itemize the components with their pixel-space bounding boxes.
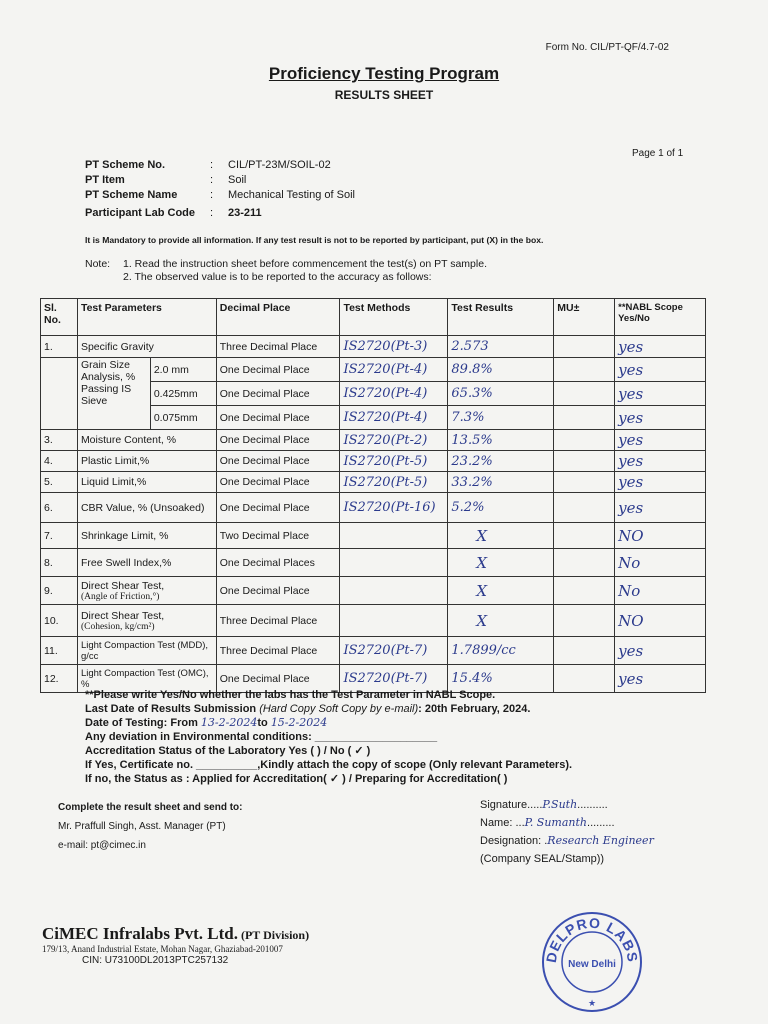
cell-mu — [554, 382, 615, 406]
cell-nabl: yes — [615, 637, 706, 665]
cell-sl: 11. — [41, 637, 78, 665]
cell-mu — [554, 406, 615, 430]
send-to-block — [58, 798, 242, 855]
company-address: 179/13, Anand Industrial Estate, Mohan Nagar, Ghaziabad-201007 — [42, 944, 283, 954]
table-header-row — [41, 299, 706, 336]
header-methods: Test Methods — [340, 299, 448, 336]
cell-result: 2.573 — [448, 336, 554, 358]
cell-nabl: yes — [615, 472, 706, 493]
table-row — [41, 605, 706, 637]
cell-sl: 3. — [41, 430, 78, 451]
param-unit: (Cohesion, kg/cm²) — [80, 621, 155, 632]
cell-mu — [554, 493, 615, 523]
param-line: Direct Shear Test, — [80, 579, 165, 592]
cell-method: IS2720(Pt-7) — [340, 637, 448, 665]
footer-block — [85, 688, 572, 786]
cell-method: IS2720(Pt-3) — [340, 336, 448, 358]
cell-result: 1.7899/cc — [448, 637, 554, 665]
header-results: Test Results — [448, 299, 554, 336]
cell-method: IS2720(Pt-16) — [340, 493, 448, 523]
stamp-outer-text: DELPRO LABS — [542, 914, 642, 964]
cell-param: Liquid Limit,% — [77, 472, 216, 493]
meta-row: PT Scheme Name : Mechanical Testing of Soil — [85, 189, 355, 201]
mandatory-notice: It is Mandatory to provide all information. If any test result is not to be reported by participant, put (X) in the box. — [85, 235, 544, 245]
company-cin: CIN: U73100DL2013PTC257132 — [82, 955, 229, 966]
meta-value: Soil — [228, 174, 247, 186]
cell-result: 5.2% — [448, 493, 554, 523]
cell-param: Light Compaction Test (MDD), g/cc — [77, 637, 216, 665]
page-number: Page 1 of 1 — [632, 148, 684, 159]
cell-nabl: yes — [615, 665, 706, 693]
cell-decimal: One Decimal Place — [216, 406, 340, 430]
signature-line: Signature.....P.Suth.......... — [480, 798, 608, 811]
cell-nabl: yes — [615, 406, 706, 430]
cell-sl: 4. — [41, 451, 78, 472]
date-from: 13-2-2024 — [200, 716, 258, 729]
cell-result: 15.4% — [448, 665, 554, 693]
header-sl: Sl. No. — [41, 299, 78, 336]
header-parameters: Test Parameters — [77, 299, 216, 336]
cell-method: IS2720(Pt-7) — [340, 665, 448, 693]
date-to: 15-2-2024 — [270, 716, 328, 729]
cell-method — [340, 577, 448, 605]
cell-mu — [554, 605, 615, 637]
table-row — [41, 493, 706, 523]
cell-param: CBR Value, % (Unsoaked) — [77, 493, 216, 523]
nabl-note: **Please write Yes/No whether the labs has the Test Parameter in NABL Scope. — [85, 689, 496, 701]
cell-decimal: One Decimal Place — [216, 430, 340, 451]
seal-label: (Company SEAL/Stamp)) — [480, 853, 605, 865]
form-number: Form No. CIL/PT-QF/4.7-02 — [545, 42, 669, 53]
cell-nabl: No — [615, 549, 706, 577]
cell-result: X — [448, 577, 554, 605]
header-nabl: **NABL Scope Yes/No — [615, 299, 706, 336]
param-unit: (Angle of Friction,°) — [80, 591, 160, 602]
cell-nabl: NO — [615, 605, 706, 637]
table-row — [41, 451, 706, 472]
cell-sl: 9. — [41, 577, 78, 605]
cell-decimal: One Decimal Place — [216, 577, 340, 605]
cell-result: 13.5% — [448, 430, 554, 451]
name-value: P. Sumanth — [524, 816, 588, 829]
cell-param — [77, 605, 216, 637]
designation-value: Research Engineer — [547, 834, 654, 847]
cell-method — [340, 605, 448, 637]
cell-sl: 5. — [41, 472, 78, 493]
signature-block — [480, 796, 654, 868]
cell-result: X — [448, 523, 554, 549]
name-line: Name: ...P. Sumanth......... — [480, 816, 615, 829]
deviation-line: Any deviation in Environmental conditions: ____________________ — [85, 731, 438, 743]
page-subtitle: RESULTS SHEET — [334, 88, 434, 102]
send-heading: Complete the result sheet and send to: — [58, 802, 243, 813]
table-row — [41, 358, 706, 382]
cell-result: 89.8% — [448, 358, 554, 382]
grain-size-label: Grain Size Analysis, % Passing IS Sieve — [77, 358, 150, 430]
cell-decimal: One Decimal Place — [216, 493, 340, 523]
contact-person: Mr. Praffull Singh, Asst. Manager (PT) — [58, 821, 226, 832]
table-row — [41, 472, 706, 493]
stamp-star-icon: ★ — [587, 998, 597, 1008]
cell-nabl: yes — [615, 493, 706, 523]
cell-result: X — [448, 605, 554, 637]
cell-decimal: One Decimal Place — [216, 451, 340, 472]
cell-method: IS2720(Pt-4) — [340, 406, 448, 430]
cell-mu — [554, 577, 615, 605]
cell-mu — [554, 637, 615, 665]
cell-decimal: Three Decimal Place — [216, 637, 340, 665]
meta-row: PT Scheme No. : CIL/PT-23M/SOIL-02 — [85, 159, 331, 171]
cell-method — [340, 523, 448, 549]
cell-sl: 12. — [41, 665, 78, 693]
meta-row: PT Item : Soil — [85, 174, 247, 186]
cell-sl: 7. — [41, 523, 78, 549]
meta-value: CIL/PT-23M/SOIL-02 — [228, 159, 331, 171]
cell-mu — [554, 358, 615, 382]
company-block — [42, 924, 309, 966]
testing-dates: Date of Testing: From 13-2-2024to 15-2-2024 — [85, 716, 328, 729]
header-mu: MU± — [554, 299, 615, 336]
cell-mu — [554, 336, 615, 358]
note-label: Note: — [85, 258, 111, 270]
cell-nabl: yes — [615, 336, 706, 358]
table-row — [41, 577, 706, 605]
cell-param: Specific Gravity — [77, 336, 216, 358]
cell-method: IS2720(Pt-5) — [340, 472, 448, 493]
cell-nabl: yes — [615, 430, 706, 451]
note-line: 2. The observed value is to be reported to the accuracy as follows: — [123, 271, 432, 283]
results-table — [40, 298, 706, 693]
scheme-info — [85, 158, 355, 221]
cell-nabl: yes — [615, 358, 706, 382]
cell-mu — [554, 523, 615, 549]
page-title: Proficiency Testing Program — [268, 64, 500, 83]
cell-result: 33.2% — [448, 472, 554, 493]
cell-nabl: NO — [615, 523, 706, 549]
cell-mu — [554, 549, 615, 577]
table-row — [41, 637, 706, 665]
cell-decimal: Three Decimal Place — [216, 336, 340, 358]
meta-key: PT Item — [85, 174, 125, 186]
header-decimal: Decimal Place — [216, 299, 340, 336]
cell-param: 0.075mm — [150, 406, 216, 430]
note-block — [85, 258, 487, 284]
status-line: If no, the Status as : Applied for Accreditation( ✓ ) / Preparing for Accreditation( ) — [85, 773, 508, 785]
cell-result: X — [448, 549, 554, 577]
cell-param: Plastic Limit,% — [77, 451, 216, 472]
cell-param: Free Swell Index,% — [77, 549, 216, 577]
cell-sl: 10. — [41, 605, 78, 637]
cell-nabl: yes — [615, 382, 706, 406]
cell-decimal: Two Decimal Place — [216, 523, 340, 549]
cell-mu — [554, 430, 615, 451]
cell-method: IS2720(Pt-4) — [340, 358, 448, 382]
meta-row: Participant Lab Code : 23-211 — [85, 207, 262, 219]
meta-value: Mechanical Testing of Soil — [228, 189, 355, 201]
meta-value: 23-211 — [228, 207, 262, 219]
certificate-line: If Yes, Certificate no. __________,Kindly attach the copy of scope (Only relevant Parameters). — [85, 759, 573, 771]
cell-nabl: yes — [615, 451, 706, 472]
table-row — [41, 336, 706, 358]
cell-param — [77, 577, 216, 605]
table-row — [41, 549, 706, 577]
designation-line: Designation: .Research Engineer — [480, 834, 654, 847]
cell-decimal: One Decimal Place — [216, 665, 340, 693]
cell-mu — [554, 472, 615, 493]
note-line: 1. Read the instruction sheet before commencement the test(s) on PT sample. — [123, 258, 487, 270]
cell-decimal: One Decimal Place — [216, 472, 340, 493]
cell-param: Moisture Content, % — [77, 430, 216, 451]
contact-email[interactable]: e-mail: pt@cimec.in — [58, 840, 146, 851]
cell-param: Light Compaction Test (OMC), % — [77, 665, 216, 693]
cell-decimal: Three Decimal Place — [216, 605, 340, 637]
cell-method — [340, 549, 448, 577]
meta-key: PT Scheme Name — [85, 189, 178, 201]
cell-result: 65.3% — [448, 382, 554, 406]
cell-param: 0.425mm — [150, 382, 216, 406]
meta-key: Participant Lab Code — [85, 207, 196, 219]
company-division: (PT Division) — [237, 928, 310, 942]
stamp-inner-text: New Delhi — [568, 959, 616, 970]
cell-method: IS2720(Pt-2) — [340, 430, 448, 451]
company-seal-stamp — [540, 910, 644, 1014]
last-date: Last Date of Results Submission (Hard Copy Soft Copy by e-mail): 20th February, 2024. — [85, 703, 531, 715]
meta-key: PT Scheme No. — [85, 159, 166, 171]
signature-value: P.Suth — [542, 798, 578, 811]
cell-result: 23.2% — [448, 451, 554, 472]
cell-sl: 1. — [41, 336, 78, 358]
cell-result: 7.3% — [448, 406, 554, 430]
cell-sl: 8. — [41, 549, 78, 577]
cell-decimal: One Decimal Places — [216, 549, 340, 577]
cell-method: IS2720(Pt-4) — [340, 382, 448, 406]
cell-decimal: One Decimal Place — [216, 382, 340, 406]
cell-method: IS2720(Pt-5) — [340, 451, 448, 472]
cell-param: 2.0 mm — [150, 358, 216, 382]
company-name: CiMEC Infralabs Pvt. Ltd. — [42, 924, 238, 943]
cell-nabl: No — [615, 577, 706, 605]
cell-decimal: One Decimal Place — [216, 358, 340, 382]
cell-param: Shrinkage Limit, % — [77, 523, 216, 549]
param-line: Direct Shear Test, — [80, 609, 165, 622]
accreditation-status: Accreditation Status of the Laboratory Yes ( ) / No ( ✓ ) — [85, 745, 371, 757]
cell-sl: 6. — [41, 493, 78, 523]
table-row — [41, 430, 706, 451]
table-row — [41, 523, 706, 549]
cell-mu — [554, 451, 615, 472]
